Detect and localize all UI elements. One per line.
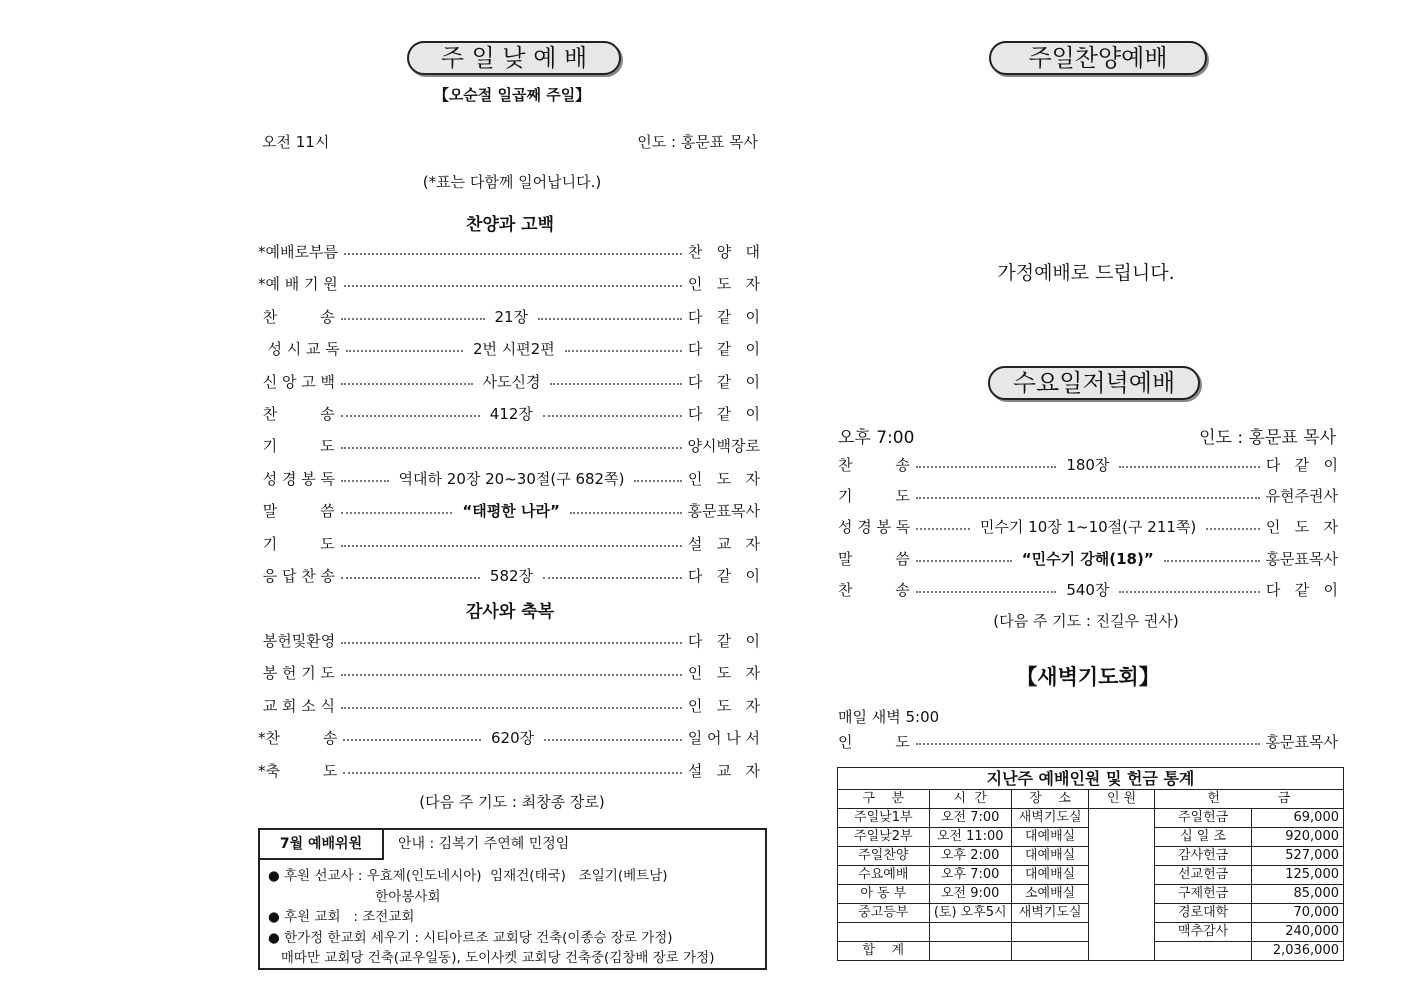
order-row: [838, 485, 1338, 507]
order-person: 인 도 자: [687, 275, 760, 294]
section-thanks-blessing: 감사와 축복: [465, 602, 555, 622]
stats-cell: 수요예배: [838, 866, 930, 885]
praise-note: 가정예배로 드립니다.: [997, 262, 1175, 284]
stats-cell: 새벽기도실: [1011, 809, 1088, 828]
dawn-leader-row: [838, 731, 1338, 753]
leader-dots: [538, 318, 682, 320]
order-content: “민수기 강해(18)”: [1021, 549, 1154, 568]
order-content: 2번 시편2편: [472, 340, 555, 359]
leader-dots: [341, 707, 682, 709]
stats-cell: [1089, 904, 1154, 923]
stats-cell: 69,000: [1252, 809, 1344, 828]
stats-row: [838, 809, 1344, 828]
dawn-leader-label: 인 도: [838, 733, 910, 751]
order-label: 성 시 교 독: [258, 340, 340, 359]
order-person: 일 어 나 서: [687, 729, 761, 748]
stats-cell: 오전 11:00: [929, 828, 1011, 847]
order-person: 홍문표목사: [687, 502, 761, 521]
order-label: 봉헌및환영: [258, 632, 336, 650]
order-person: 인 도 자: [687, 469, 761, 488]
order-label: *축 도: [258, 761, 338, 780]
order-row: [838, 454, 1338, 476]
stats-row: [838, 847, 1344, 866]
standing-note: (*표는 다함께 일어납니다.): [422, 173, 602, 191]
stats-cell: 소예배실: [1011, 885, 1088, 904]
leader-dots: [344, 285, 682, 287]
notice-line: ● 한가정 한교회 세우기 : 시티아르조 교회당 건축(이종승 장로 가정): [268, 929, 673, 946]
order-content: 540장: [1066, 580, 1110, 599]
leader-dots: [916, 560, 1012, 562]
leader-dots: [341, 447, 682, 449]
order-label: *예배로부름: [258, 243, 338, 261]
stats-cell: 대예배실: [1011, 847, 1088, 866]
praise-service-title: 주일찬양예배: [989, 41, 1207, 75]
order-label: 찬 송: [838, 456, 910, 474]
order-row: [258, 630, 760, 652]
leader-dots: [341, 383, 472, 385]
notice-tag: 7월 예배위원: [260, 830, 384, 860]
order-person: 설 교 자: [687, 534, 760, 553]
order-label: 응 답 찬 송: [258, 567, 336, 585]
leader-dots: [1119, 591, 1259, 593]
leader-dots: [916, 497, 1260, 499]
stats-cell: (토) 오후5시: [929, 904, 1011, 923]
stats-cell: 주일헌금: [1154, 809, 1252, 828]
order-label: 기 도: [838, 487, 910, 506]
order-person: 설 교 자: [687, 761, 760, 780]
order-label: 말 씀: [838, 549, 910, 568]
stats-cell: 중고등부: [838, 904, 930, 923]
stats-cell: 맥추감사: [1154, 923, 1252, 942]
leader-dots: [341, 480, 388, 482]
wednesday-service-title: 수요일저녁예배: [988, 366, 1200, 400]
stats-cell: 감사헌금: [1154, 847, 1252, 866]
order-row: [838, 579, 1338, 601]
stats-title: 지난주 예배인원 및 헌금 통계: [838, 768, 1344, 790]
order-content: “태평한 나라”: [462, 502, 560, 521]
order-row: [258, 533, 760, 555]
stats-header-cell: 구 분: [838, 790, 930, 809]
stats-cell: 오전 9:00: [929, 885, 1011, 904]
notice-line: ● 후원 교회 : 조전교회: [268, 909, 415, 925]
dawn-title: 【새벽기도회】: [1016, 665, 1160, 689]
order-row: [258, 273, 760, 295]
stats-cell: 경로대학: [1154, 904, 1252, 923]
stats-cell: [1089, 828, 1154, 847]
leader-dots: [1164, 560, 1260, 562]
order-person: 인 도 자: [1265, 518, 1338, 537]
leader-dots: [341, 577, 480, 579]
leader-dots: [916, 743, 1260, 745]
order-content: 민수기 10장 1~10절(구 211쪽): [979, 518, 1197, 537]
leader-dots: [1206, 528, 1260, 530]
order-row: [258, 695, 760, 717]
order-label: 말 씀: [258, 502, 335, 521]
sunday-service-title: 주 일 낮 예 배: [407, 41, 621, 75]
stats-cell: [838, 923, 930, 942]
order-person: 다 같 이: [687, 405, 761, 423]
order-row: [258, 727, 760, 749]
stats-cell: [1011, 923, 1088, 942]
stats-row: [838, 885, 1344, 904]
order-person: 양시백장로: [687, 437, 760, 456]
order-content: 사도신경: [482, 372, 541, 391]
leader-dots: [343, 739, 481, 741]
stats-cell: 주일낮2부: [838, 828, 930, 847]
stats-cell: 125,000: [1252, 866, 1344, 885]
wed-leader: 인도 : 홍문표 목사: [1199, 428, 1336, 448]
order-row: [838, 516, 1338, 538]
subtitle: 【오순절 일곱째 주일】: [433, 86, 591, 104]
order-label: *예 배 기 원: [258, 275, 338, 294]
leader-dots: [1119, 466, 1259, 468]
order-label: 봉 헌 기 도: [258, 664, 336, 683]
order-row: [258, 241, 760, 263]
leader-dots: [550, 383, 681, 385]
order-row: [258, 435, 760, 457]
order-row: [258, 403, 760, 425]
order-row: [258, 306, 760, 328]
service-time: 오전 11시: [262, 133, 330, 151]
order-label: *찬 송: [258, 729, 338, 748]
stats-row: [838, 866, 1344, 885]
order-content: 180장: [1066, 456, 1110, 474]
stats-cell: [1154, 942, 1252, 961]
stats-cell: 대예배실: [1011, 866, 1088, 885]
stats-cell: 아 동 부: [838, 885, 930, 904]
usher-guide: [398, 830, 569, 858]
order-row: [258, 760, 760, 782]
stats-cell: 대예배실: [1011, 828, 1088, 847]
stats-table: [837, 767, 1344, 961]
order-label: 찬 송: [838, 580, 910, 599]
stats-row: [838, 828, 1344, 847]
leader-dots: [341, 545, 682, 547]
order-row: [258, 662, 760, 684]
stats-cell: [1089, 885, 1154, 904]
leader-dots: [565, 350, 682, 352]
leader-dots: [341, 642, 682, 644]
stats-header-cell: 시 간: [929, 790, 1011, 809]
stats-row: [838, 942, 1344, 961]
order-label: 기 도: [258, 534, 335, 553]
order-person: 홍문표목사: [1265, 549, 1338, 568]
stats-cell: [1011, 942, 1088, 961]
next-prayer: (다음 주 기도 : 최창종 장로): [419, 793, 605, 811]
wed-time: 오후 7:00: [838, 428, 915, 448]
order-person: 다 같 이: [1265, 580, 1338, 599]
stats-cell: [1089, 847, 1154, 866]
stats-cell: 920,000: [1252, 828, 1344, 847]
service-leader: 인도 : 홍문표 목사: [637, 133, 758, 151]
leader-dots: [570, 512, 682, 514]
stats-cell: 2,036,000: [1252, 942, 1344, 961]
stats-cell: 합 계: [838, 942, 930, 961]
notice-line: 한아봉사회: [268, 888, 441, 905]
stats-cell: 527,000: [1252, 847, 1344, 866]
section-praise-confession: 찬양과 고백: [465, 215, 555, 235]
stats-cell: [1089, 942, 1154, 961]
stats-cell: [1089, 866, 1154, 885]
stats-header-cell: 헌 금: [1154, 790, 1343, 809]
stats-cell: 오전 7:00: [929, 809, 1011, 828]
leader-dots: [916, 591, 1056, 593]
stats-header-row: [838, 790, 1344, 809]
stats-header-cell: 인 원: [1089, 790, 1154, 809]
dawn-time: 매일 새벽 5:00: [838, 708, 940, 726]
dawn-leader-name: 홍문표목사: [1265, 733, 1338, 751]
stats-cell: 십 일 조: [1154, 828, 1252, 847]
order-person: 다 같 이: [687, 372, 761, 391]
leader-dots: [544, 739, 682, 741]
leader-dots: [341, 415, 480, 417]
order-person: 다 같 이: [687, 632, 760, 650]
order-row: [258, 468, 760, 490]
notice-line: ● 후원 선교사 : 우효제(인도네시아) 임재건(태국) 조일기(베트남): [268, 868, 668, 884]
order-label: 성 경 봉 독: [258, 469, 336, 488]
stats-cell: 선교헌금: [1154, 866, 1252, 885]
stats-cell: 구제헌금: [1154, 885, 1252, 904]
leader-dots: [344, 253, 682, 255]
notice-line: 매따만 교회당 건축(교우일동), 도이사켓 교회당 건축중(김창배 장로 가정): [268, 950, 715, 966]
stats-row: [838, 923, 1344, 942]
notice-box: [258, 828, 767, 970]
order-person: 인 도 자: [687, 696, 760, 715]
order-label: 신 앙 고 백: [258, 372, 336, 391]
order-row: [838, 548, 1338, 570]
order-content: 역대하 20장 20~30절(구 682쪽): [398, 469, 625, 488]
leader-dots: [341, 512, 453, 514]
leader-dots: [341, 318, 485, 320]
stats-cell: 주일찬양: [838, 847, 930, 866]
order-person: 찬 양 대: [687, 243, 760, 261]
stats-cell: 주일낮1부: [838, 809, 930, 828]
leader-dots: [346, 350, 463, 352]
order-person: 인 도 자: [687, 664, 760, 683]
order-person: 다 같 이: [687, 567, 761, 585]
wed-next-prayer: (다음 주 기도 : 진길우 권사): [993, 612, 1179, 630]
leader-dots: [916, 466, 1056, 468]
usher-guide-text: 안내 : 김복기 주연혜 민정임: [398, 836, 570, 852]
order-content: 582장: [489, 567, 534, 585]
order-row: [258, 565, 760, 587]
stats-header-cell: 장 소: [1011, 790, 1088, 809]
order-content: 21장: [494, 307, 529, 326]
order-person: 유현주권사: [1265, 487, 1338, 506]
leader-dots: [634, 480, 681, 482]
order-person: 다 같 이: [687, 307, 760, 326]
stats-cell: [929, 923, 1011, 942]
stats-cell: 새벽기도실: [1011, 904, 1088, 923]
order-row: [258, 338, 760, 360]
leader-dots: [543, 577, 682, 579]
stats-row: [838, 904, 1344, 923]
stats-cell: [1089, 923, 1154, 942]
order-row: [258, 371, 760, 393]
order-content: 412장: [489, 405, 533, 423]
leader-dots: [916, 528, 970, 530]
stats-cell: 오후 2:00: [929, 847, 1011, 866]
stats-cell: 70,000: [1252, 904, 1344, 923]
order-person: 다 같 이: [1265, 456, 1338, 474]
order-label: 교 회 소 식: [258, 696, 336, 715]
order-label: 기 도: [258, 437, 335, 456]
stats-cell: 오후 7:00: [929, 866, 1011, 885]
stats-cell: [929, 942, 1011, 961]
leader-dots: [343, 772, 682, 774]
order-content: 620장: [491, 729, 535, 748]
stats-cell: 240,000: [1252, 923, 1344, 942]
leader-dots: [543, 415, 682, 417]
order-label: 찬 송: [258, 307, 335, 326]
leader-dots: [341, 674, 682, 676]
stats-cell: [1089, 809, 1154, 828]
order-label: 성 경 봉 독: [838, 518, 911, 537]
order-label: 찬 송: [258, 405, 335, 423]
stats-cell: 85,000: [1252, 885, 1344, 904]
order-person: 다 같 이: [687, 340, 761, 359]
order-row: [258, 500, 760, 522]
